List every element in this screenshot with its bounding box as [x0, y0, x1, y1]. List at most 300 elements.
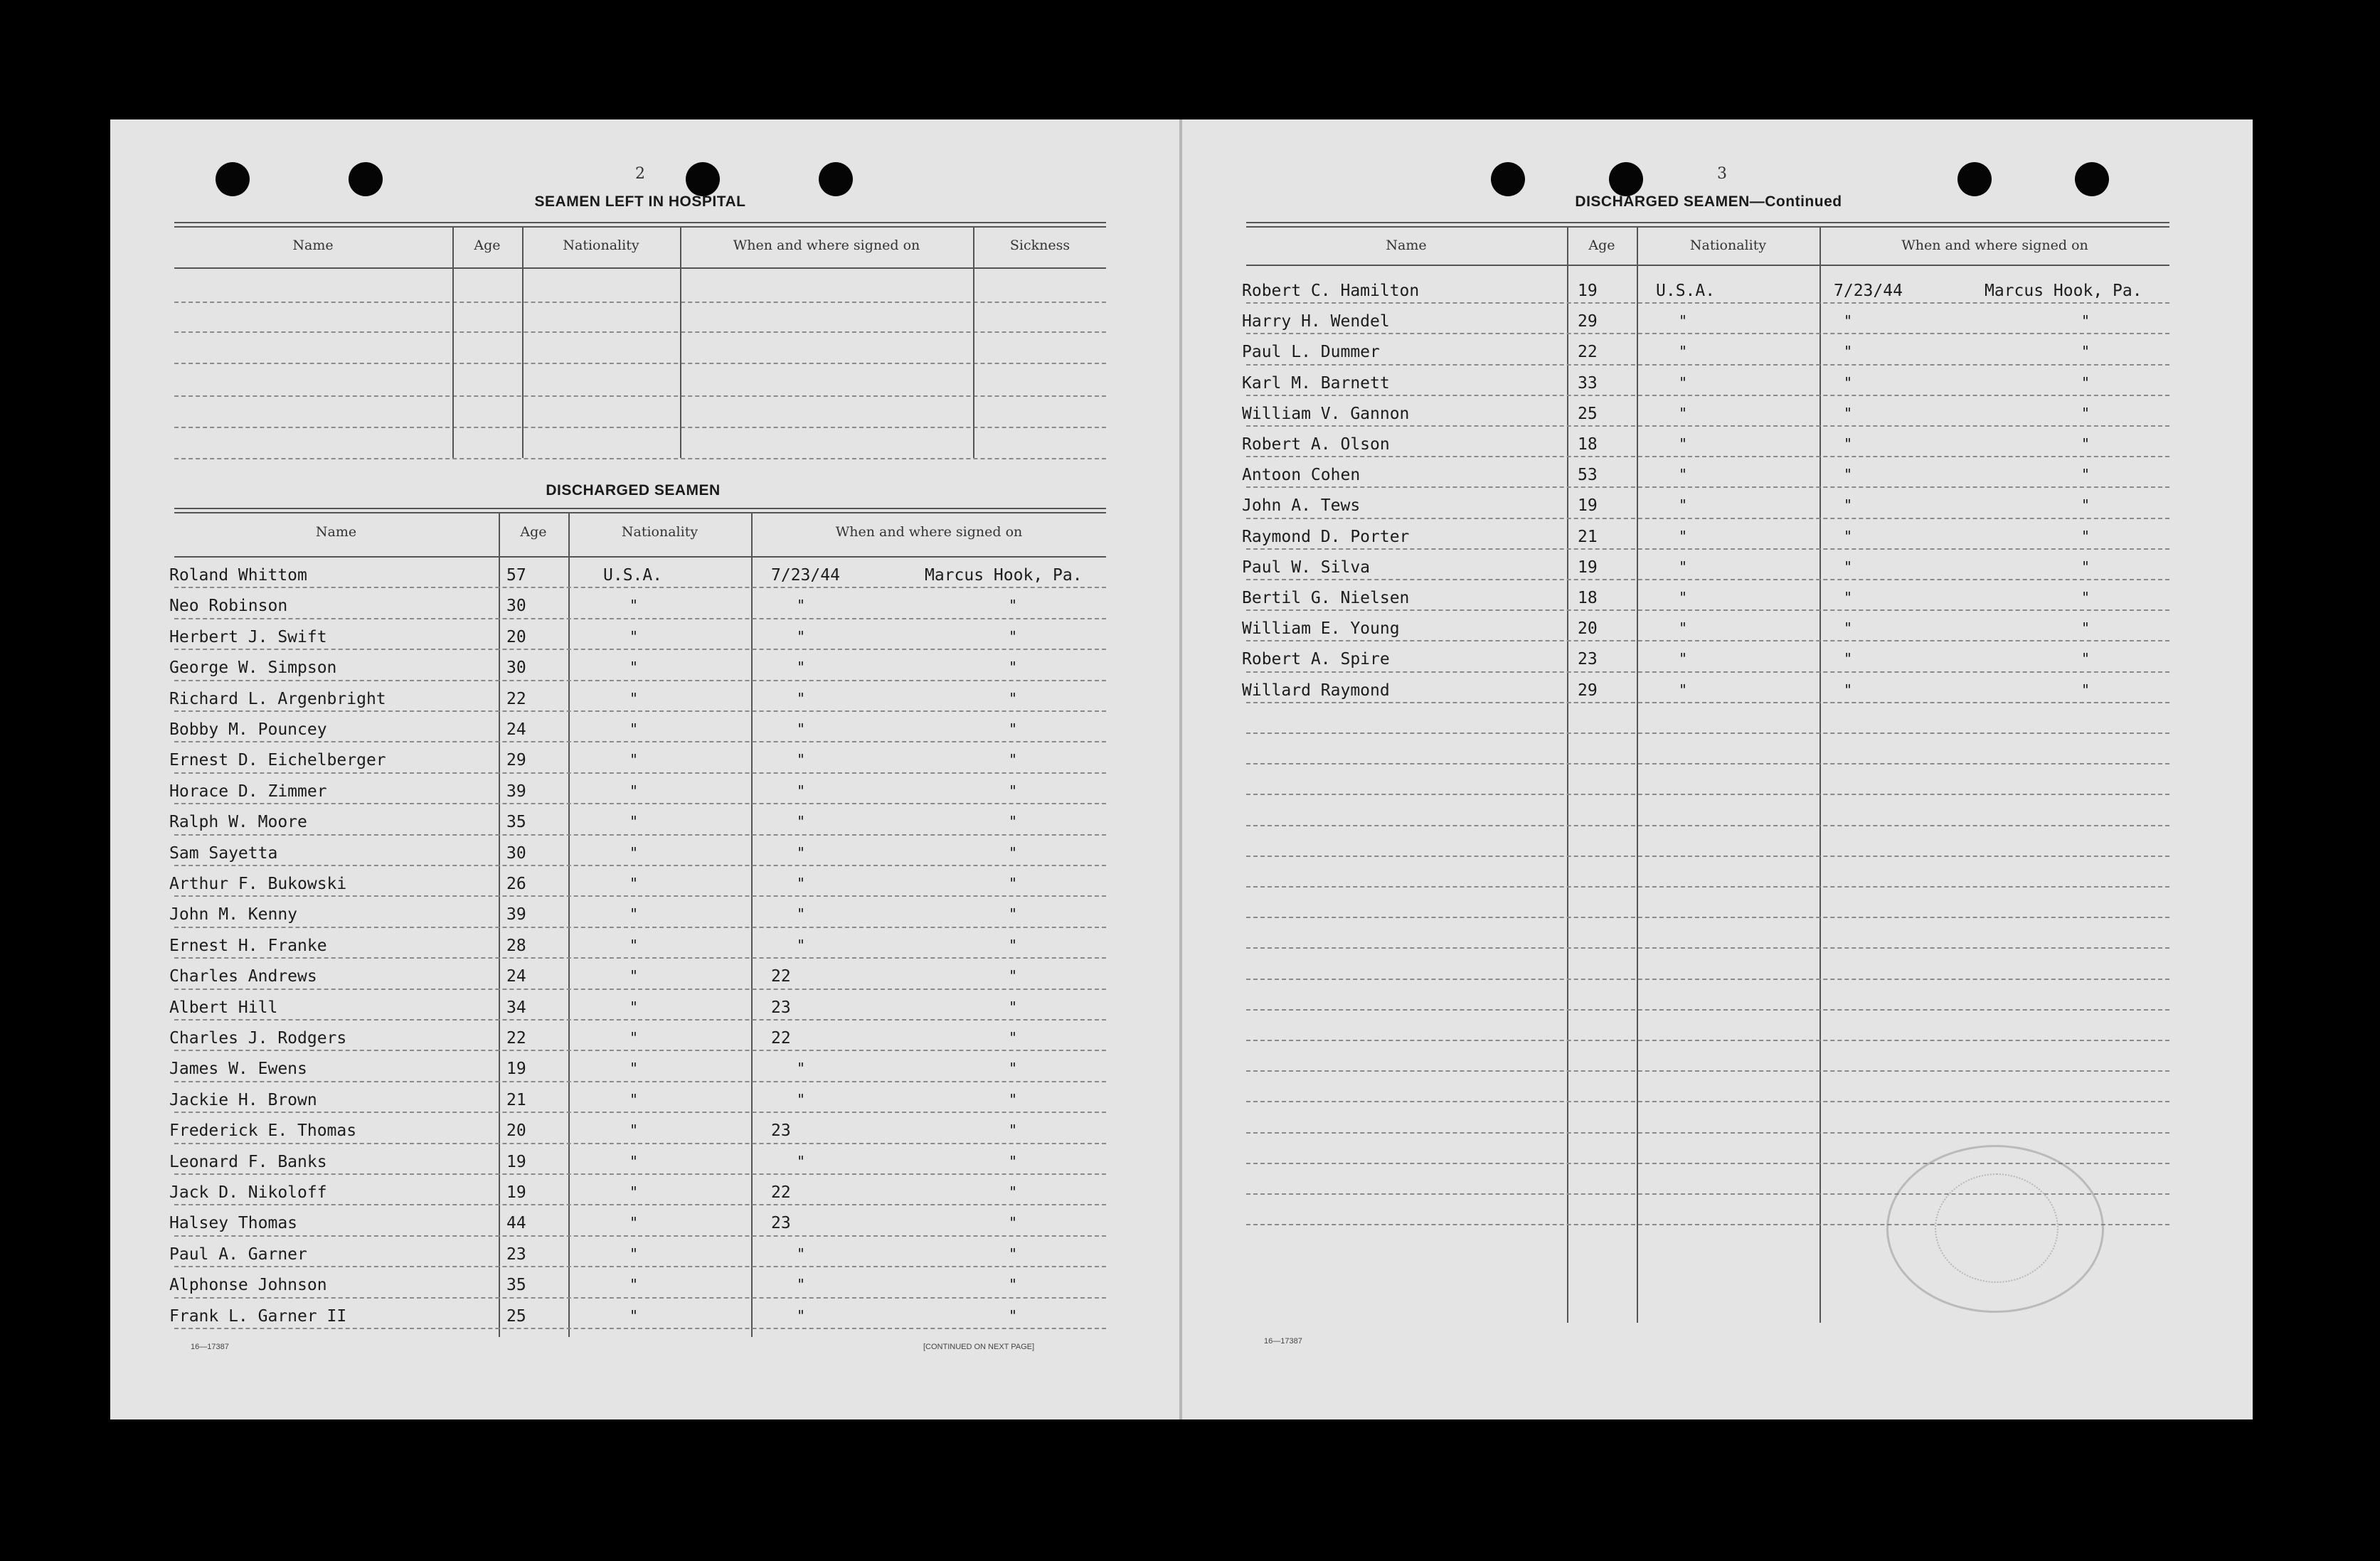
column-header: Age — [474, 238, 501, 253]
rule — [174, 512, 1106, 513]
punch-hole — [686, 162, 720, 196]
seaman-nationality: U.S.A. — [1656, 282, 1716, 300]
signed-on-place: " — [1009, 751, 1018, 769]
column-rule — [1819, 226, 1821, 1323]
seaman-nationality: " — [1679, 435, 1688, 452]
column-header: Sickness — [1009, 238, 1071, 253]
seaman-age: 23 — [506, 1245, 526, 1264]
signed-on-place: " — [2081, 681, 2091, 698]
seaman-age: 24 — [506, 720, 526, 739]
signed-on-place: " — [2081, 312, 2091, 330]
signed-on-date: " — [797, 813, 806, 831]
column-rule — [499, 512, 500, 1337]
row-rule — [174, 587, 1106, 588]
seaman-nationality: " — [629, 905, 639, 923]
row-rule — [1246, 486, 2169, 488]
signed-on-date: " — [797, 1090, 806, 1108]
rule — [174, 556, 1106, 558]
punch-hole — [349, 162, 383, 196]
seaman-nationality: " — [629, 1214, 639, 1232]
seaman-name: Ernest D. Eichelberger — [169, 751, 386, 770]
signed-on-place: Marcus Hook, Pa. — [1985, 282, 2142, 300]
seaman-name: Charles Andrews — [169, 967, 317, 986]
seaman-nationality: " — [629, 627, 639, 645]
punch-hole — [2075, 162, 2109, 196]
seaman-age: 22 — [506, 1029, 526, 1048]
row-rule — [1246, 302, 2169, 304]
seaman-name: Alphonse Johnson — [169, 1276, 327, 1295]
continued-note: [CONTINUED ON NEXT PAGE] — [923, 1343, 1035, 1351]
row-rule — [1246, 640, 2169, 641]
seaman-age: 22 — [506, 689, 526, 708]
row-rule — [174, 1328, 1106, 1329]
seaman-age: 29 — [1578, 681, 1598, 700]
row-rule — [1246, 425, 2169, 427]
punch-hole — [819, 162, 853, 196]
seaman-age: 26 — [506, 875, 526, 893]
seaman-nationality: " — [629, 1122, 639, 1139]
seaman-name: Paul W. Silva — [1242, 558, 1371, 577]
seaman-name: Ernest H. Franke — [169, 936, 327, 955]
seaman-name: Richard L. Argenbright — [169, 689, 386, 708]
column-header: Age — [520, 524, 547, 540]
seaman-nationality: " — [629, 1245, 639, 1262]
signed-on-place: " — [1009, 1090, 1018, 1108]
seaman-nationality: " — [629, 936, 639, 954]
seaman-name: Jack D. Nikoloff — [169, 1183, 327, 1202]
row-rule — [174, 1019, 1106, 1021]
signed-on-place: " — [2081, 589, 2091, 606]
seaman-name: Leonard F. Banks — [169, 1152, 327, 1171]
row-rule — [1246, 856, 2169, 857]
signed-on-place: " — [1009, 782, 1018, 799]
seaman-name: Antoon Cohen — [1242, 466, 1361, 485]
seaman-age: 29 — [1578, 312, 1598, 331]
signed-on-date: " — [797, 720, 806, 737]
column-header: When and where signed on — [1901, 238, 2088, 253]
signed-on-place: " — [2081, 650, 2091, 668]
signed-on-date: " — [797, 1152, 806, 1170]
row-rule — [1246, 1101, 2169, 1102]
row-rule — [1246, 702, 2169, 703]
row-rule — [1246, 947, 2169, 949]
signed-on-date: " — [1844, 435, 1853, 452]
seaman-nationality: " — [1679, 589, 1688, 606]
signed-on-date: " — [797, 782, 806, 799]
seaman-nationality: " — [1679, 558, 1688, 575]
row-rule — [174, 680, 1106, 681]
rule — [1246, 226, 2169, 228]
seaman-age: 53 — [1578, 466, 1598, 485]
seaman-name: Frank L. Garner II — [169, 1306, 347, 1326]
signed-on-date: " — [797, 689, 806, 707]
signed-on-date: " — [1844, 343, 1853, 361]
row-rule — [174, 895, 1106, 897]
signed-on-date: " — [797, 659, 806, 676]
seaman-age: 57 — [506, 566, 526, 585]
signed-on-place: " — [1009, 967, 1018, 985]
seaman-nationality: " — [1679, 496, 1688, 514]
row-rule — [1246, 671, 2169, 673]
seaman-age: 29 — [506, 751, 526, 770]
signed-on-place: " — [1009, 720, 1018, 737]
signed-on-place: " — [1009, 1152, 1018, 1170]
seaman-nationality: " — [629, 689, 639, 707]
seaman-name: Jackie H. Brown — [169, 1090, 317, 1109]
punch-hole — [1609, 162, 1643, 196]
signed-on-place: " — [1009, 627, 1018, 645]
row-rule — [174, 1266, 1106, 1267]
column-header: Name — [292, 238, 334, 253]
seaman-age: 33 — [1578, 373, 1598, 393]
seaman-age: 19 — [1578, 282, 1598, 300]
row-rule — [174, 1112, 1106, 1113]
signed-on-place: Marcus Hook, Pa. — [925, 566, 1083, 585]
column-rule — [522, 226, 524, 458]
seaman-age: 28 — [506, 936, 526, 955]
seaman-nationality: " — [629, 875, 639, 892]
column-header: Age — [1588, 238, 1615, 253]
seaman-nationality: " — [1679, 681, 1688, 698]
seaman-nationality: " — [1679, 312, 1688, 330]
column-header: When and where signed on — [733, 238, 920, 253]
seaman-name: James W. Ewens — [169, 1060, 307, 1079]
seaman-name: John M. Kenny — [169, 905, 298, 925]
seaman-age: 19 — [506, 1152, 526, 1171]
seaman-name: George W. Simpson — [169, 659, 337, 678]
seaman-name: Charles J. Rodgers — [169, 1029, 347, 1048]
signed-on-date: " — [797, 1276, 806, 1294]
form-number: 16—17387 — [191, 1343, 229, 1351]
signed-on-date: " — [1844, 404, 1853, 422]
signed-on-date: " — [797, 597, 806, 614]
seaman-name: Raymond D. Porter — [1242, 527, 1410, 546]
seaman-nationality: " — [629, 843, 639, 861]
row-rule — [174, 363, 1106, 364]
row-rule — [1246, 1009, 2169, 1011]
seaman-nationality: " — [629, 720, 639, 737]
row-rule — [174, 1050, 1106, 1051]
seaman-nationality: " — [1679, 466, 1688, 484]
seaman-name: Ralph W. Moore — [169, 813, 307, 832]
row-rule — [1246, 732, 2169, 734]
circular-stamp-inner — [1935, 1173, 2058, 1283]
seaman-age: 35 — [506, 1276, 526, 1295]
signed-on-date: " — [797, 1060, 806, 1077]
seaman-nationality: " — [629, 1276, 639, 1294]
seaman-age: 39 — [506, 905, 526, 925]
seaman-name: Bobby M. Pouncey — [169, 720, 327, 739]
row-rule — [1246, 518, 2169, 519]
seaman-name: Sam Sayetta — [169, 843, 278, 863]
seaman-name: John A. Tews — [1242, 496, 1361, 516]
seaman-age: 21 — [1578, 527, 1598, 546]
signed-on-date: 23 — [771, 998, 791, 1017]
signed-on-date: " — [1844, 466, 1853, 484]
seaman-age: 21 — [506, 1090, 526, 1109]
row-rule — [174, 710, 1106, 712]
column-rule — [1637, 226, 1638, 1323]
row-rule — [1246, 333, 2169, 334]
seaman-age: 18 — [1578, 589, 1598, 607]
signed-on-date: " — [797, 1245, 806, 1262]
row-rule — [174, 1235, 1106, 1237]
seaman-nationality: " — [629, 597, 639, 614]
row-rule — [174, 989, 1106, 990]
signed-on-place: " — [2081, 558, 2091, 575]
signed-on-place: " — [1009, 905, 1018, 923]
row-rule — [1246, 794, 2169, 795]
row-rule — [1246, 579, 2169, 580]
seaman-age: 44 — [506, 1214, 526, 1233]
signed-on-place: " — [1009, 659, 1018, 676]
seaman-age: 25 — [1578, 404, 1598, 423]
signed-on-place: " — [1009, 1060, 1018, 1077]
signed-on-place: " — [2081, 435, 2091, 452]
row-rule — [1246, 395, 2169, 396]
column-rule — [680, 226, 681, 458]
seaman-nationality: U.S.A. — [603, 566, 663, 585]
seaman-age: 34 — [506, 998, 526, 1017]
seaman-name: Willard Raymond — [1242, 681, 1390, 700]
signed-on-place: " — [1009, 597, 1018, 614]
seaman-nationality: " — [629, 813, 639, 831]
signed-on-date: " — [1844, 619, 1853, 637]
signed-on-place: " — [1009, 1029, 1018, 1046]
row-rule — [1246, 886, 2169, 888]
seaman-name: Horace D. Zimmer — [169, 782, 327, 801]
signed-on-place: " — [2081, 619, 2091, 637]
seaman-name: Paul L. Dummer — [1242, 343, 1380, 362]
seaman-name: Robert C. Hamilton — [1242, 282, 1420, 300]
row-rule — [174, 927, 1106, 928]
seaman-age: 20 — [506, 627, 526, 646]
signed-on-place: " — [1009, 1306, 1018, 1324]
signed-on-date: 23 — [771, 1122, 791, 1141]
seaman-age: 22 — [1578, 343, 1598, 362]
signed-on-place: " — [2081, 496, 2091, 514]
seaman-name: Bertil G. Nielsen — [1242, 589, 1410, 607]
page-number: 3 — [1717, 165, 1727, 183]
signed-on-place: " — [1009, 1214, 1018, 1232]
seaman-name: William V. Gannon — [1242, 404, 1410, 423]
signed-on-date: " — [1844, 650, 1853, 668]
seaman-age: 18 — [1578, 435, 1598, 454]
hospital-section-title: SEAMEN LEFT IN HOSPITAL — [534, 193, 746, 210]
row-rule — [1246, 609, 2169, 611]
row-rule — [1246, 1132, 2169, 1134]
seaman-age: 19 — [1578, 558, 1598, 577]
signed-on-date: " — [797, 751, 806, 769]
signed-on-place: " — [1009, 875, 1018, 892]
seaman-name: Albert Hill — [169, 998, 278, 1017]
rule — [174, 267, 1106, 269]
seaman-name: William E. Young — [1242, 619, 1400, 639]
seaman-nationality: " — [1679, 343, 1688, 361]
signed-on-date: " — [797, 936, 806, 954]
row-rule — [1246, 825, 2169, 826]
seaman-nationality: " — [629, 998, 639, 1016]
signed-on-place: " — [2081, 527, 2091, 545]
seaman-nationality: " — [629, 1029, 639, 1046]
signed-on-place: " — [1009, 813, 1018, 831]
row-rule — [174, 772, 1106, 774]
seaman-name: Herbert J. Swift — [169, 627, 327, 646]
seaman-name: Roland Whittom — [169, 566, 307, 585]
column-header: Name — [1386, 238, 1427, 253]
column-header: Name — [315, 524, 357, 540]
rule — [174, 222, 1106, 223]
seaman-name: Harry H. Wendel — [1242, 312, 1390, 331]
signed-on-date: " — [1844, 312, 1853, 330]
seaman-nationality: " — [1679, 619, 1688, 637]
row-rule — [174, 957, 1106, 959]
signed-on-date: " — [1844, 681, 1853, 698]
row-rule — [1246, 917, 2169, 918]
seaman-age: 19 — [506, 1060, 526, 1079]
seaman-nationality: " — [1679, 404, 1688, 422]
row-rule — [174, 302, 1106, 303]
page-number: 2 — [635, 165, 645, 183]
row-rule — [174, 865, 1106, 866]
signed-on-place: " — [1009, 1183, 1018, 1200]
seaman-nationality: " — [629, 1060, 639, 1077]
row-rule — [174, 741, 1106, 742]
row-rule — [174, 458, 1106, 459]
signed-on-date: " — [797, 875, 806, 892]
column-rule — [452, 226, 454, 458]
rule — [174, 508, 1106, 509]
signed-on-place: " — [2081, 373, 2091, 391]
signed-on-date: 7/23/44 — [771, 566, 840, 585]
seaman-name: Robert A. Olson — [1242, 435, 1390, 454]
seaman-name: Robert A. Spire — [1242, 650, 1390, 669]
page-fold — [1179, 119, 1182, 1419]
seaman-nationality: " — [629, 967, 639, 985]
signed-on-place: " — [1009, 843, 1018, 861]
signed-on-date: 22 — [771, 1183, 791, 1202]
row-rule — [174, 1173, 1106, 1175]
row-rule — [1246, 456, 2169, 457]
column-rule — [568, 512, 570, 1337]
seaman-age: 20 — [506, 1122, 526, 1141]
seaman-nationality: " — [629, 1152, 639, 1170]
seaman-age: 30 — [506, 597, 526, 616]
row-rule — [1246, 763, 2169, 764]
signed-on-date: " — [797, 905, 806, 923]
continued-section-title: DISCHARGED SEAMEN—Continued — [1575, 193, 1842, 210]
signed-on-date: " — [1844, 589, 1853, 606]
discharged-section-title: DISCHARGED SEAMEN — [546, 482, 721, 499]
column-header: Nationality — [563, 238, 639, 253]
row-rule — [174, 395, 1106, 397]
column-header: Nationality — [621, 524, 698, 540]
seaman-nationality: " — [629, 1306, 639, 1324]
seaman-nationality: " — [629, 782, 639, 799]
signed-on-place: " — [1009, 689, 1018, 707]
rule — [1246, 265, 2169, 266]
seaman-age: 39 — [506, 782, 526, 801]
rule — [1246, 222, 2169, 223]
row-rule — [1246, 548, 2169, 550]
seaman-nationality: " — [629, 659, 639, 676]
seaman-age: 19 — [506, 1183, 526, 1202]
signed-on-place: " — [2081, 343, 2091, 361]
punch-hole — [1957, 162, 1992, 196]
form-number: 16—17387 — [1264, 1337, 1302, 1346]
row-rule — [174, 1081, 1106, 1082]
signed-on-date: 22 — [771, 1029, 791, 1048]
seaman-nationality: " — [1679, 650, 1688, 668]
signed-on-place: " — [2081, 404, 2091, 422]
punch-hole — [1491, 162, 1525, 196]
row-rule — [174, 803, 1106, 804]
row-rule — [174, 331, 1106, 333]
seaman-age: 23 — [1578, 650, 1598, 669]
column-header: Nationality — [1689, 238, 1767, 253]
signed-on-date: 23 — [771, 1214, 791, 1233]
seaman-nationality: " — [1679, 373, 1688, 391]
column-rule — [973, 226, 974, 458]
signed-on-place: " — [1009, 1122, 1018, 1139]
seaman-nationality: " — [629, 1090, 639, 1108]
signed-on-date: " — [1844, 373, 1853, 391]
signed-on-date: " — [797, 627, 806, 645]
signed-on-date: " — [1844, 558, 1853, 575]
seaman-age: 20 — [1578, 619, 1598, 639]
signed-on-date: " — [797, 1306, 806, 1324]
row-rule — [1246, 364, 2169, 366]
seaman-age: 19 — [1578, 496, 1598, 516]
signed-on-date: 22 — [771, 967, 791, 986]
row-rule — [174, 649, 1106, 650]
row-rule — [174, 427, 1106, 428]
row-rule — [1246, 1070, 2169, 1072]
signed-on-place: " — [1009, 936, 1018, 954]
seaman-name: Frederick E. Thomas — [169, 1122, 357, 1141]
signed-on-date: " — [1844, 527, 1853, 545]
row-rule — [1246, 979, 2169, 980]
seaman-name: Karl M. Barnett — [1242, 373, 1390, 393]
column-header: When and where signed on — [835, 524, 1023, 540]
row-rule — [174, 618, 1106, 619]
row-rule — [1246, 1040, 2169, 1041]
signed-on-date: " — [797, 843, 806, 861]
seaman-age: 30 — [506, 843, 526, 863]
signed-on-place: " — [1009, 1245, 1018, 1262]
seaman-name: Arthur F. Bukowski — [169, 875, 347, 893]
seaman-age: 25 — [506, 1306, 526, 1326]
row-rule — [174, 1204, 1106, 1205]
seaman-name: Neo Robinson — [169, 597, 288, 616]
signed-on-date: 7/23/44 — [1834, 282, 1903, 300]
seaman-age: 30 — [506, 659, 526, 678]
signed-on-place: " — [2081, 466, 2091, 484]
seaman-nationality: " — [629, 1183, 639, 1200]
signed-on-place: " — [1009, 998, 1018, 1016]
seaman-age: 24 — [506, 967, 526, 986]
column-rule — [751, 512, 753, 1337]
seaman-name: Paul A. Garner — [169, 1245, 307, 1264]
seaman-nationality: " — [1679, 527, 1688, 545]
signed-on-place: " — [1009, 1276, 1018, 1294]
rule — [174, 226, 1106, 228]
column-rule — [1567, 226, 1568, 1323]
row-rule — [174, 834, 1106, 836]
punch-hole — [216, 162, 250, 196]
signed-on-date: " — [1844, 496, 1853, 514]
row-rule — [174, 1297, 1106, 1299]
